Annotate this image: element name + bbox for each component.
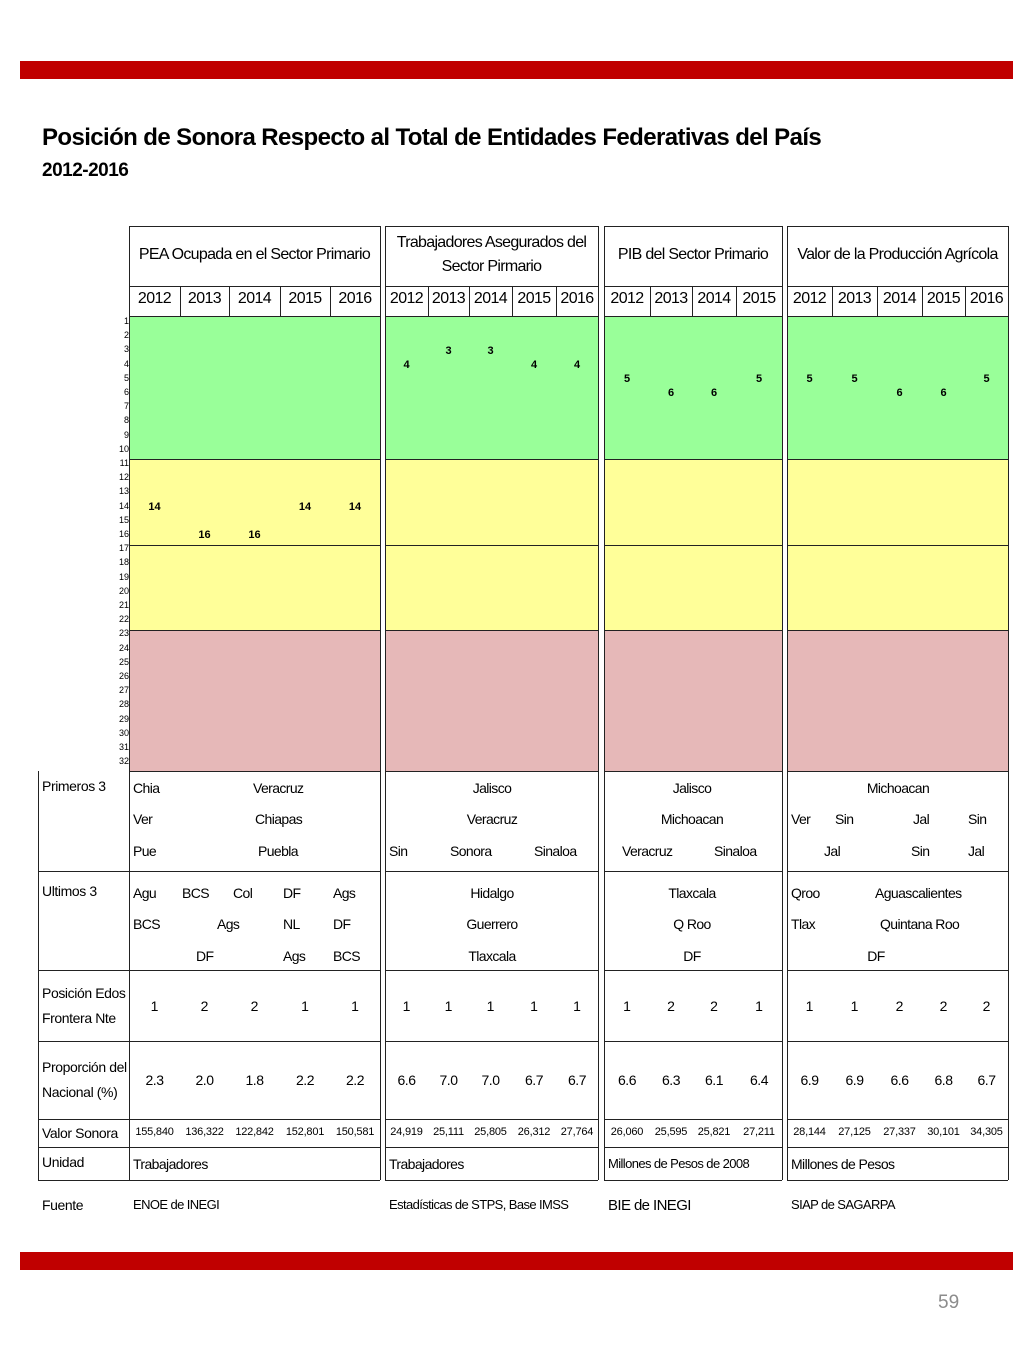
grid-line bbox=[787, 1180, 1008, 1181]
row-number: 15 bbox=[118, 514, 129, 525]
row-number: 28 bbox=[118, 699, 129, 710]
valor-value: 30,101 bbox=[927, 1126, 960, 1138]
ultimos-state: Tlax bbox=[791, 916, 816, 932]
grid-line bbox=[129, 970, 380, 971]
row-number: 11 bbox=[119, 458, 129, 468]
group-title-3: PIB del Sector Primario bbox=[617, 246, 769, 263]
row-number: 9 bbox=[123, 429, 129, 440]
year-divider bbox=[180, 286, 181, 316]
rank-mark: 3 bbox=[445, 344, 452, 357]
row-number: 23 bbox=[118, 628, 129, 639]
label-ultimos: Ultimos 3 bbox=[42, 883, 97, 899]
proporcion-value: 7.0 bbox=[481, 1072, 500, 1088]
primeros-state: Veracruz bbox=[253, 780, 304, 796]
grid-line bbox=[385, 459, 598, 460]
group-title-1: PEA Ocupada en el Sector Primario bbox=[138, 246, 371, 263]
primeros-state: Ver bbox=[791, 811, 811, 827]
year-header: 2013 bbox=[187, 290, 222, 307]
proporcion-value: 6.9 bbox=[800, 1072, 819, 1088]
valor-value: 26,060 bbox=[610, 1126, 644, 1138]
posicion-value: 2 bbox=[939, 998, 948, 1014]
valor-value: 122,842 bbox=[235, 1126, 274, 1138]
rank-mark: 14 bbox=[348, 500, 362, 513]
rank-mark: 14 bbox=[298, 500, 312, 513]
ultimos-state: DF bbox=[333, 916, 351, 932]
row-number: 26 bbox=[118, 671, 129, 681]
ultimos-state: Tlaxcala bbox=[468, 948, 516, 964]
posicion-value: 1 bbox=[301, 998, 309, 1014]
row-number: 14 bbox=[118, 500, 129, 511]
page-subtitle: 2012-2016 bbox=[42, 160, 129, 181]
grid-line bbox=[129, 459, 380, 460]
valor-value: 150,581 bbox=[335, 1126, 375, 1138]
row-number: 6 bbox=[123, 387, 129, 397]
grid-line bbox=[787, 316, 1008, 317]
proporcion-value: 1.8 bbox=[245, 1072, 264, 1088]
proporcion-value: 6.6 bbox=[890, 1072, 909, 1088]
page-title: Posición de Sonora Respecto al Total de Entidades Federativas del País bbox=[42, 124, 822, 151]
year-header: 2012 bbox=[389, 290, 424, 307]
year-divider bbox=[832, 286, 833, 316]
posicion-value: 2 bbox=[710, 998, 718, 1014]
proporcion-value: 7.0 bbox=[439, 1072, 458, 1088]
label-primeros: Primeros 3 bbox=[42, 778, 106, 794]
grid-line bbox=[604, 630, 782, 631]
grid-line bbox=[385, 226, 598, 227]
year-header: 2015 bbox=[288, 290, 322, 307]
top-accent-bar bbox=[20, 61, 1013, 79]
proporcion-value: 2.3 bbox=[145, 1072, 164, 1088]
grid-line bbox=[129, 1147, 380, 1148]
grid-line bbox=[604, 771, 782, 772]
proporcion-value: 2.0 bbox=[195, 1072, 214, 1088]
primeros-state: Sin bbox=[911, 843, 930, 859]
primeros-state: Veracruz bbox=[622, 843, 673, 859]
row-number: 1 bbox=[123, 316, 129, 326]
ultimos-state: Agu bbox=[133, 885, 157, 901]
grid-line bbox=[787, 771, 1008, 772]
row-number: 18 bbox=[118, 557, 129, 568]
primeros-state: Chia bbox=[133, 780, 160, 796]
grid-line bbox=[787, 970, 1008, 971]
fuente-value: Estadísticas de STPS, Base IMSS bbox=[389, 1197, 569, 1212]
grid-line bbox=[129, 226, 380, 227]
primeros-state: Sin bbox=[835, 811, 854, 827]
primeros-state: Sin bbox=[389, 843, 408, 859]
year-header: 2014 bbox=[473, 290, 508, 307]
ultimos-state: BCS bbox=[182, 885, 209, 901]
proporcion-value: 6.3 bbox=[662, 1072, 680, 1088]
proporcion-value: 6.8 bbox=[934, 1072, 953, 1088]
primeros-state: Michoacan bbox=[866, 780, 930, 796]
primeros-state: Pue bbox=[133, 843, 157, 859]
group-title-2: Trabajadores Asegurados del Sector Pirmario bbox=[396, 234, 587, 275]
row-number: 13 bbox=[118, 486, 129, 497]
ultimos-state: DF bbox=[683, 948, 701, 964]
row-number: 20 bbox=[118, 585, 129, 596]
proporcion-value: 6.7 bbox=[977, 1072, 996, 1088]
grid-line bbox=[604, 1180, 782, 1181]
red-zone-g3 bbox=[604, 630, 782, 771]
valor-value: 27,764 bbox=[560, 1126, 594, 1138]
year-divider bbox=[650, 286, 651, 316]
year-divider bbox=[736, 286, 737, 316]
grid-line bbox=[38, 871, 129, 872]
green-zone-g1 bbox=[129, 316, 380, 459]
posicion-value: 2 bbox=[200, 998, 209, 1014]
primeros-state: Chiapas bbox=[255, 811, 303, 827]
rank-mark: 3 bbox=[487, 344, 494, 357]
posicion-value: 2 bbox=[667, 998, 675, 1014]
proporcion-value: 6.1 bbox=[705, 1072, 723, 1088]
grid-line bbox=[385, 1119, 598, 1120]
ultimos-state: Tlaxcala bbox=[668, 885, 716, 901]
posicion-value: 1 bbox=[850, 998, 859, 1014]
rank-mark: 4 bbox=[573, 358, 581, 371]
posicion-value: 2 bbox=[895, 998, 904, 1014]
grid-line bbox=[604, 316, 782, 317]
ultimos-state: Hidalgo bbox=[470, 885, 514, 901]
grid-line bbox=[787, 226, 1008, 227]
valor-value: 27,211 bbox=[743, 1126, 775, 1138]
grid-line bbox=[385, 316, 598, 317]
grid-line bbox=[787, 1041, 1008, 1042]
grid-line bbox=[385, 1180, 598, 1181]
ultimos-state: DF bbox=[283, 885, 301, 901]
group-border bbox=[787, 226, 788, 1180]
ultimos-state: Guerrero bbox=[466, 916, 518, 932]
year-divider bbox=[692, 286, 693, 316]
group-border bbox=[380, 226, 381, 1180]
ultimos-state: Aguascalientes bbox=[875, 885, 962, 901]
grid-line bbox=[385, 970, 598, 971]
year-divider bbox=[428, 286, 429, 316]
primeros-state: Sinaloa bbox=[534, 843, 577, 859]
rank-mark: 14 bbox=[148, 500, 161, 513]
valor-value: 25,821 bbox=[697, 1126, 731, 1138]
valor-value: 152,801 bbox=[285, 1126, 325, 1138]
grid-line bbox=[787, 630, 1008, 631]
ultimos-state: NL bbox=[283, 916, 300, 932]
year-header: 2016 bbox=[969, 290, 1004, 307]
posicion-value: 1 bbox=[351, 998, 359, 1014]
row-number: 7 bbox=[123, 401, 129, 412]
ultimos-state: DF bbox=[196, 948, 214, 964]
ultimos-state: DF bbox=[867, 948, 885, 964]
rank-mark: 5 bbox=[623, 372, 631, 385]
rank-mark: 16 bbox=[248, 529, 261, 542]
year-divider bbox=[229, 286, 230, 316]
grid-line bbox=[129, 1180, 380, 1181]
valor-value: 34,305 bbox=[970, 1126, 1003, 1138]
grid-line bbox=[385, 545, 598, 546]
year-header: 2012 bbox=[792, 290, 827, 307]
grid-line bbox=[38, 1119, 129, 1120]
primeros-state: Sinaloa bbox=[714, 843, 757, 859]
valor-value: 25,111 bbox=[433, 1126, 464, 1138]
year-header: 2015 bbox=[742, 290, 776, 307]
row-number: 12 bbox=[118, 472, 129, 483]
row-number: 32 bbox=[118, 756, 129, 767]
row-number: 24 bbox=[118, 642, 129, 653]
unidad-value: Trabajadores bbox=[133, 1156, 208, 1172]
unidad-value: Trabajadores bbox=[389, 1156, 464, 1172]
proporcion-value: 2.2 bbox=[296, 1072, 314, 1088]
group-border bbox=[598, 226, 599, 1180]
valor-value: 25,595 bbox=[654, 1126, 688, 1138]
grid-line bbox=[385, 1041, 598, 1042]
primeros-state: Sonora bbox=[450, 843, 492, 859]
row-number: 27 bbox=[118, 685, 129, 696]
rank-mark: 4 bbox=[403, 358, 410, 371]
rank-mark: 16 bbox=[198, 529, 211, 542]
primeros-state: Jalisco bbox=[472, 780, 512, 796]
posicion-value: 1 bbox=[402, 998, 411, 1014]
year-header: 2016 bbox=[560, 290, 594, 307]
grid-line bbox=[604, 286, 782, 287]
year-divider bbox=[965, 286, 966, 316]
group-border bbox=[1008, 226, 1009, 1180]
year-header: 2014 bbox=[882, 290, 917, 307]
proporcion-value: 6.9 bbox=[845, 1072, 864, 1088]
unidad-value: Millones de Pesos bbox=[791, 1156, 895, 1172]
grid-line bbox=[129, 771, 380, 772]
posicion-value: 1 bbox=[755, 998, 763, 1014]
grid-line bbox=[787, 1119, 1008, 1120]
grid-line bbox=[129, 630, 380, 631]
valor-value: 26,312 bbox=[517, 1126, 551, 1138]
ultimos-state: Qroo bbox=[791, 885, 820, 901]
proporcion-value: 6.4 bbox=[750, 1072, 768, 1088]
primeros-state: Jal bbox=[968, 843, 985, 859]
posicion-value: 2 bbox=[250, 998, 259, 1014]
row-number: 5 bbox=[123, 372, 129, 383]
ultimos-state: Col bbox=[233, 885, 253, 901]
primeros-state: Jal bbox=[913, 811, 930, 827]
grid-line bbox=[787, 286, 1008, 287]
proporcion-value: 6.7 bbox=[525, 1072, 543, 1088]
grid-line bbox=[129, 1041, 380, 1042]
proporcion-value: 6.7 bbox=[568, 1072, 586, 1088]
row-number: 3 bbox=[123, 344, 129, 355]
grid-line bbox=[38, 970, 129, 971]
grid-line bbox=[604, 1041, 782, 1042]
ultimos-state: Quintana Roo bbox=[880, 916, 960, 932]
year-header: 2014 bbox=[697, 290, 731, 307]
label-valor: Valor Sonora bbox=[42, 1125, 118, 1141]
grid-line bbox=[129, 871, 380, 872]
rank-mark: 5 bbox=[851, 372, 858, 385]
year-header: 2015 bbox=[517, 290, 551, 307]
rank-mark: 6 bbox=[667, 387, 675, 400]
grid-line bbox=[604, 871, 782, 872]
grid-line bbox=[38, 1147, 129, 1148]
unidad-value: Millones de Pesos de 2008 bbox=[608, 1156, 750, 1171]
grid-line bbox=[604, 459, 782, 460]
primeros-state: Puebla bbox=[258, 843, 298, 859]
group-title-4: Valor de la Producción Agrícola bbox=[797, 246, 998, 263]
valor-value: 27,337 bbox=[883, 1126, 916, 1138]
grid-line bbox=[787, 459, 1008, 460]
grid-line bbox=[604, 970, 782, 971]
posicion-value: 1 bbox=[530, 998, 538, 1014]
valor-value: 24,919 bbox=[390, 1126, 423, 1138]
posicion-value: 1 bbox=[623, 998, 631, 1014]
year-divider bbox=[922, 286, 923, 316]
label-fuente: Fuente bbox=[42, 1197, 84, 1213]
grid-line bbox=[129, 286, 380, 287]
label-unidad: Unidad bbox=[42, 1154, 84, 1170]
primeros-state: Jal bbox=[824, 843, 841, 859]
grid-line bbox=[129, 316, 380, 317]
valor-value: 136,322 bbox=[185, 1126, 224, 1138]
group-border bbox=[385, 226, 386, 1180]
posicion-value: 1 bbox=[573, 998, 581, 1014]
rank-mark: 4 bbox=[530, 358, 538, 371]
rank-mark: 6 bbox=[710, 387, 718, 400]
year-header: 2012 bbox=[610, 290, 644, 307]
year-divider bbox=[469, 286, 470, 316]
label-proporcion: Proporción del Nacional (%) bbox=[42, 1059, 127, 1100]
row-number: 16 bbox=[118, 529, 129, 539]
ultimos-state: Ags bbox=[333, 885, 356, 901]
row-number: 21 bbox=[118, 600, 129, 610]
red-zone-g4 bbox=[787, 630, 1008, 771]
group-border bbox=[782, 226, 783, 1180]
row-number: 4 bbox=[123, 358, 129, 369]
ultimos-state: Ags bbox=[283, 948, 306, 964]
grid-line bbox=[604, 1147, 782, 1148]
grid-line bbox=[385, 771, 598, 772]
label-posicion: Posición Edos Frontera Nte bbox=[42, 985, 126, 1026]
year-header: 2012 bbox=[137, 290, 172, 307]
row-number: 22 bbox=[118, 614, 129, 625]
grid-line bbox=[604, 1119, 782, 1120]
grid-line bbox=[38, 1180, 129, 1181]
rank-mark: 6 bbox=[896, 387, 903, 400]
row-number: 19 bbox=[118, 571, 129, 582]
fuente-value: SIAP de SAGARPA bbox=[791, 1197, 895, 1212]
row-number: 2 bbox=[123, 330, 129, 341]
primeros-state: Sin bbox=[968, 811, 987, 827]
posicion-value: 1 bbox=[805, 998, 814, 1014]
row-number: 10 bbox=[118, 443, 129, 454]
valor-value: 28,144 bbox=[793, 1126, 826, 1138]
red-zone-g1 bbox=[129, 630, 380, 771]
green-zone-g2 bbox=[385, 316, 598, 459]
valor-value: 155,840 bbox=[135, 1126, 174, 1138]
grid-line bbox=[787, 545, 1008, 546]
posicion-value: 2 bbox=[982, 998, 991, 1014]
year-divider bbox=[556, 286, 557, 316]
primeros-state: Michoacan bbox=[660, 811, 724, 827]
rank-mark: 5 bbox=[755, 372, 763, 385]
posicion-value: 1 bbox=[150, 998, 159, 1014]
proporcion-value: 6.6 bbox=[618, 1072, 636, 1088]
grid-line bbox=[604, 545, 782, 546]
primeros-state: Jalisco bbox=[672, 780, 712, 796]
table-left-border bbox=[38, 771, 39, 1180]
grid-line bbox=[787, 1147, 1008, 1148]
green-zone-g3 bbox=[604, 316, 782, 459]
year-header: 2013 bbox=[837, 290, 872, 307]
row-number: 29 bbox=[118, 713, 129, 724]
row-number: 31 bbox=[118, 742, 129, 752]
grid-line bbox=[385, 871, 598, 872]
ultimos-state: Ags bbox=[217, 916, 240, 932]
proporcion-value: 2.2 bbox=[346, 1072, 364, 1088]
page-number: 59 bbox=[938, 1292, 960, 1313]
year-header: 2013 bbox=[654, 290, 688, 307]
grid-line bbox=[385, 1147, 598, 1148]
grid-line bbox=[129, 1119, 380, 1120]
valor-value: 25,805 bbox=[474, 1126, 507, 1138]
year-divider bbox=[330, 286, 331, 316]
row-number: 25 bbox=[118, 656, 129, 667]
valor-value: 27,125 bbox=[838, 1126, 871, 1138]
row-number: 17 bbox=[118, 543, 129, 554]
ultimos-state: BCS bbox=[133, 916, 160, 932]
grid-line bbox=[385, 630, 598, 631]
year-header: 2016 bbox=[338, 290, 372, 307]
year-divider bbox=[877, 286, 878, 316]
proporcion-value: 6.6 bbox=[397, 1072, 416, 1088]
year-divider bbox=[280, 286, 281, 316]
year-header: 2015 bbox=[926, 290, 961, 307]
primeros-state: Veracruz bbox=[466, 811, 518, 827]
group-border bbox=[604, 226, 605, 1180]
grid-line bbox=[604, 226, 782, 227]
ultimos-state: Q Roo bbox=[673, 916, 711, 932]
fuente-value: BIE de INEGI bbox=[608, 1197, 691, 1214]
grid-line bbox=[38, 1041, 129, 1042]
posicion-value: 1 bbox=[444, 998, 453, 1014]
grid-line bbox=[129, 545, 380, 546]
ultimos-state: BCS bbox=[333, 948, 360, 964]
year-header: 2013 bbox=[431, 290, 466, 307]
grid-line bbox=[787, 871, 1008, 872]
row-number: 30 bbox=[118, 727, 129, 738]
grid-line bbox=[385, 286, 598, 287]
rank-mark: 6 bbox=[940, 387, 947, 400]
red-zone-g2 bbox=[385, 630, 598, 771]
rank-mark: 5 bbox=[806, 372, 813, 385]
posicion-value: 1 bbox=[486, 998, 495, 1014]
bottom-accent-bar bbox=[20, 1252, 1013, 1270]
rank-mark: 5 bbox=[983, 372, 990, 385]
group-border bbox=[129, 226, 130, 1180]
fuente-value: ENOE de INEGI bbox=[133, 1197, 220, 1212]
primeros-state: Ver bbox=[133, 811, 153, 827]
row-number: 8 bbox=[123, 415, 129, 426]
year-divider bbox=[512, 286, 513, 316]
year-header: 2014 bbox=[237, 290, 272, 307]
